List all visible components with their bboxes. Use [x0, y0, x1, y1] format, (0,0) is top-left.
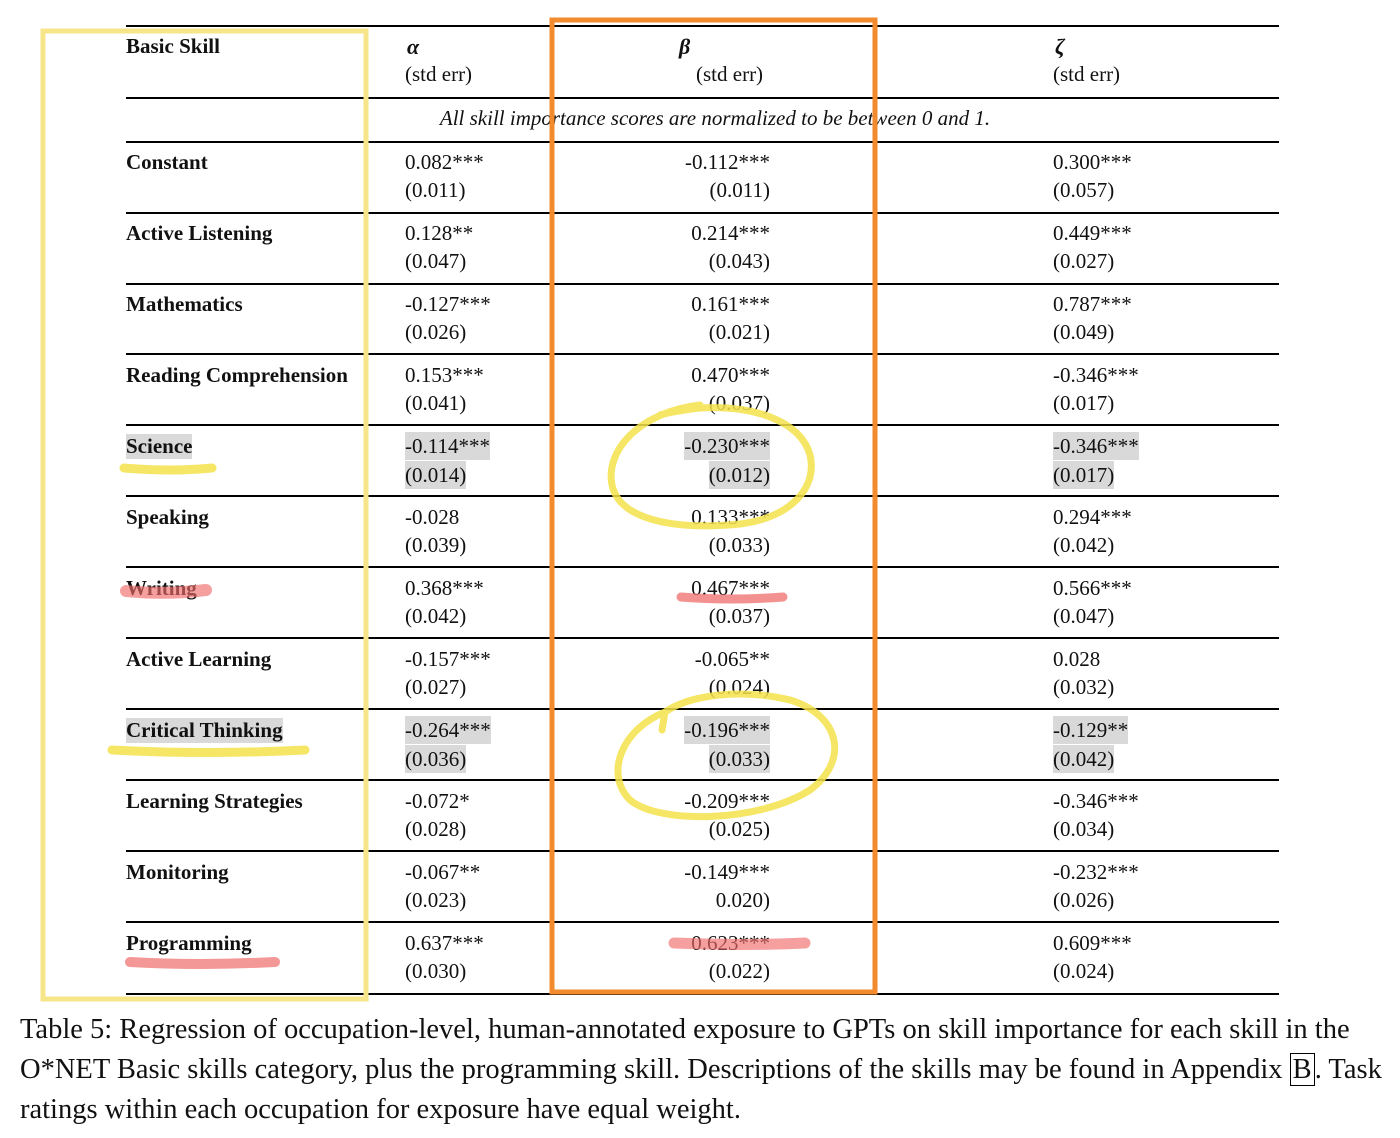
zeta-std-err: (0.042)	[1053, 533, 1115, 557]
alpha-cell	[405, 574, 484, 630]
row-divider	[126, 637, 1279, 639]
zeta-value: -0.346***	[1053, 363, 1139, 387]
beta-value: 0.467***	[691, 576, 770, 600]
beta-std-err: 0.020)	[715, 888, 770, 912]
zeta-cell	[1053, 716, 1128, 774]
zeta-std-err: (0.017)	[1053, 463, 1115, 487]
row-divider	[126, 283, 1279, 285]
beta-value: -0.149***	[684, 860, 770, 884]
zeta-value: 0.566***	[1053, 576, 1132, 600]
zeta-cell	[1053, 432, 1139, 490]
alpha-std-err: (0.047)	[405, 249, 467, 273]
alpha-std-err: (0.027)	[405, 675, 467, 699]
alpha-cell	[405, 503, 466, 559]
beta-value: 0.161***	[691, 292, 770, 316]
zeta-value: -0.232***	[1053, 860, 1139, 884]
beta-cell	[684, 432, 770, 490]
zeta-std-err: (0.027)	[1053, 249, 1115, 273]
zeta-std-err: (0.032)	[1053, 675, 1115, 699]
alpha-cell	[405, 148, 484, 204]
caption-text-end: . Task ratings within each occupation for exposure have equal weight.	[20, 1054, 1382, 1125]
beta-std-err: (0.037)	[708, 391, 770, 415]
alpha-std-err: (0.042)	[405, 604, 467, 628]
skill-name: Monitoring	[126, 860, 229, 884]
zeta-std-err: (0.034)	[1053, 817, 1115, 841]
header-alpha: α	[407, 34, 420, 59]
alpha-std-err: (0.030)	[405, 959, 467, 983]
row-divider	[126, 850, 1279, 852]
zeta-std-err: (0.024)	[1053, 959, 1115, 983]
zeta-cell	[1053, 290, 1132, 346]
zeta-value: 0.300***	[1053, 150, 1132, 174]
row-divider	[126, 424, 1279, 426]
beta-value: 0.623***	[691, 931, 770, 955]
table-top-rule	[126, 25, 1279, 27]
alpha-std-err: (0.041)	[405, 391, 467, 415]
table-row	[0, 290, 1400, 350]
alpha-cell	[405, 858, 480, 914]
beta-value: -0.209***	[684, 789, 770, 813]
beta-std-err: (0.024)	[708, 675, 770, 699]
alpha-value: 0.153***	[405, 363, 484, 387]
beta-std-err: (0.022)	[708, 959, 770, 983]
beta-value: -0.065**	[694, 647, 770, 671]
beta-value: -0.230***	[684, 434, 770, 458]
header-beta: β	[679, 34, 691, 59]
beta-cell	[684, 858, 770, 914]
zeta-cell	[1053, 503, 1132, 559]
beta-std-err: (0.033)	[708, 747, 770, 771]
beta-std-err: (0.021)	[708, 320, 770, 344]
alpha-cell	[405, 361, 484, 417]
skill-name: Reading Comprehension	[126, 363, 348, 387]
zeta-value: 0.294***	[1053, 505, 1132, 529]
alpha-std-err: (0.026)	[405, 320, 467, 344]
beta-std-err: (0.043)	[708, 249, 770, 273]
beta-value: 0.470***	[691, 363, 770, 387]
table-row	[0, 645, 1400, 705]
table-row	[0, 148, 1400, 208]
alpha-value: -0.157***	[405, 647, 491, 671]
beta-value: -0.112***	[685, 150, 770, 174]
row-divider	[126, 212, 1279, 214]
zeta-cell	[1053, 645, 1114, 701]
beta-cell	[691, 929, 770, 985]
zeta-value: 0.449***	[1053, 221, 1132, 245]
skill-name: Speaking	[126, 505, 209, 529]
beta-std-err: (0.033)	[708, 533, 770, 557]
zeta-std-err: (0.057)	[1053, 178, 1115, 202]
zeta-std-err: (0.026)	[1053, 888, 1115, 912]
appendix-reference-link[interactable]: B	[1290, 1053, 1315, 1086]
alpha-value: -0.067**	[405, 860, 481, 884]
skill-name: Science	[126, 434, 193, 458]
alpha-std-err: (0.011)	[405, 178, 466, 202]
header-basic-skill: Basic Skill	[126, 34, 220, 58]
zeta-cell	[1053, 219, 1132, 275]
beta-value: -0.196***	[684, 718, 770, 742]
table-row	[0, 929, 1400, 989]
alpha-value: -0.072*	[405, 789, 470, 813]
skill-name: Learning Strategies	[126, 789, 303, 813]
table-row	[0, 787, 1400, 847]
note-rule	[126, 141, 1279, 143]
zeta-cell	[1053, 361, 1139, 417]
alpha-std-err: (0.039)	[405, 533, 467, 557]
alpha-cell	[405, 929, 484, 985]
alpha-value: -0.114***	[405, 434, 490, 458]
table-bottom-rule	[126, 993, 1279, 995]
zeta-value: -0.346***	[1053, 434, 1139, 458]
skill-name: Writing	[126, 576, 197, 600]
beta-cell	[691, 290, 770, 346]
table-row-highlighted	[0, 432, 1400, 492]
zeta-value: -0.346***	[1053, 789, 1139, 813]
beta-cell	[684, 787, 770, 843]
header-beta-std-err: (std err)	[696, 62, 764, 86]
zeta-cell	[1053, 929, 1132, 985]
alpha-value: 0.128**	[405, 221, 474, 245]
alpha-cell	[405, 432, 490, 490]
alpha-cell	[405, 716, 491, 774]
skill-name: Critical Thinking	[126, 718, 283, 742]
beta-std-err: (0.011)	[709, 178, 770, 202]
beta-cell	[695, 645, 770, 701]
zeta-cell	[1053, 574, 1132, 630]
skill-name: Programming	[126, 931, 252, 955]
alpha-value: -0.028	[405, 505, 460, 529]
beta-cell	[685, 148, 770, 204]
beta-cell	[691, 574, 770, 630]
zeta-std-err: (0.047)	[1053, 604, 1115, 628]
zeta-cell	[1053, 787, 1139, 843]
alpha-cell	[405, 787, 470, 843]
table-row-highlighted	[0, 716, 1400, 776]
alpha-value: 0.368***	[405, 576, 484, 600]
header-rule	[126, 97, 1279, 99]
alpha-std-err: (0.023)	[405, 888, 467, 912]
zeta-std-err: (0.042)	[1053, 747, 1115, 771]
beta-cell	[691, 219, 770, 275]
header-zeta-std-err: (std err)	[1053, 62, 1121, 86]
beta-std-err: (0.037)	[708, 604, 770, 628]
header-alpha-std-err: (std err)	[405, 62, 473, 86]
zeta-std-err: (0.017)	[1053, 391, 1115, 415]
zeta-value: -0.129**	[1053, 718, 1129, 742]
row-divider	[126, 495, 1279, 497]
alpha-std-err: (0.036)	[405, 747, 467, 771]
alpha-cell	[405, 290, 491, 346]
alpha-value: -0.264***	[405, 718, 491, 742]
row-divider	[126, 708, 1279, 710]
beta-std-err: (0.025)	[708, 817, 770, 841]
table-row	[0, 503, 1400, 563]
row-divider	[126, 921, 1279, 923]
zeta-value: 0.028	[1053, 647, 1101, 671]
table-caption	[20, 1010, 1390, 1130]
beta-value: 0.214***	[691, 221, 770, 245]
table-row	[0, 858, 1400, 918]
beta-cell	[684, 716, 770, 774]
row-divider	[126, 566, 1279, 568]
alpha-value: -0.127***	[405, 292, 491, 316]
alpha-cell	[405, 219, 473, 275]
alpha-std-err: (0.014)	[405, 463, 467, 487]
row-divider	[126, 353, 1279, 355]
caption-text: Table 5: Regression of occupation-level, human-annotated exposure to GPTs on skill importance for each skill in the O*NET Basic skills category, plus the programming skill. Descriptions of the skills may be found in Appendix	[20, 1014, 1350, 1085]
skill-name: Active Listening	[126, 221, 273, 245]
skill-name: Active Learning	[126, 647, 272, 671]
zeta-std-err: (0.049)	[1053, 320, 1115, 344]
beta-cell	[691, 503, 770, 559]
alpha-std-err: (0.028)	[405, 817, 467, 841]
table-row	[0, 219, 1400, 279]
zeta-value: 0.787***	[1053, 292, 1132, 316]
zeta-cell	[1053, 148, 1132, 204]
normalization-note: All skill importance scores are normalized to be between 0 and 1.	[439, 106, 991, 130]
header-zeta: ζ	[1055, 34, 1065, 59]
table-row	[0, 361, 1400, 421]
beta-std-err: (0.012)	[708, 463, 770, 487]
skill-name: Mathematics	[126, 292, 243, 316]
row-divider	[126, 779, 1279, 781]
zeta-cell	[1053, 858, 1139, 914]
beta-value: 0.133***	[691, 505, 770, 529]
alpha-value: 0.637***	[405, 931, 484, 955]
table-row	[0, 574, 1400, 634]
zeta-value: 0.609***	[1053, 931, 1132, 955]
beta-cell	[691, 361, 770, 417]
skill-name: Constant	[126, 150, 208, 174]
alpha-cell	[405, 645, 491, 701]
alpha-value: 0.082***	[405, 150, 484, 174]
